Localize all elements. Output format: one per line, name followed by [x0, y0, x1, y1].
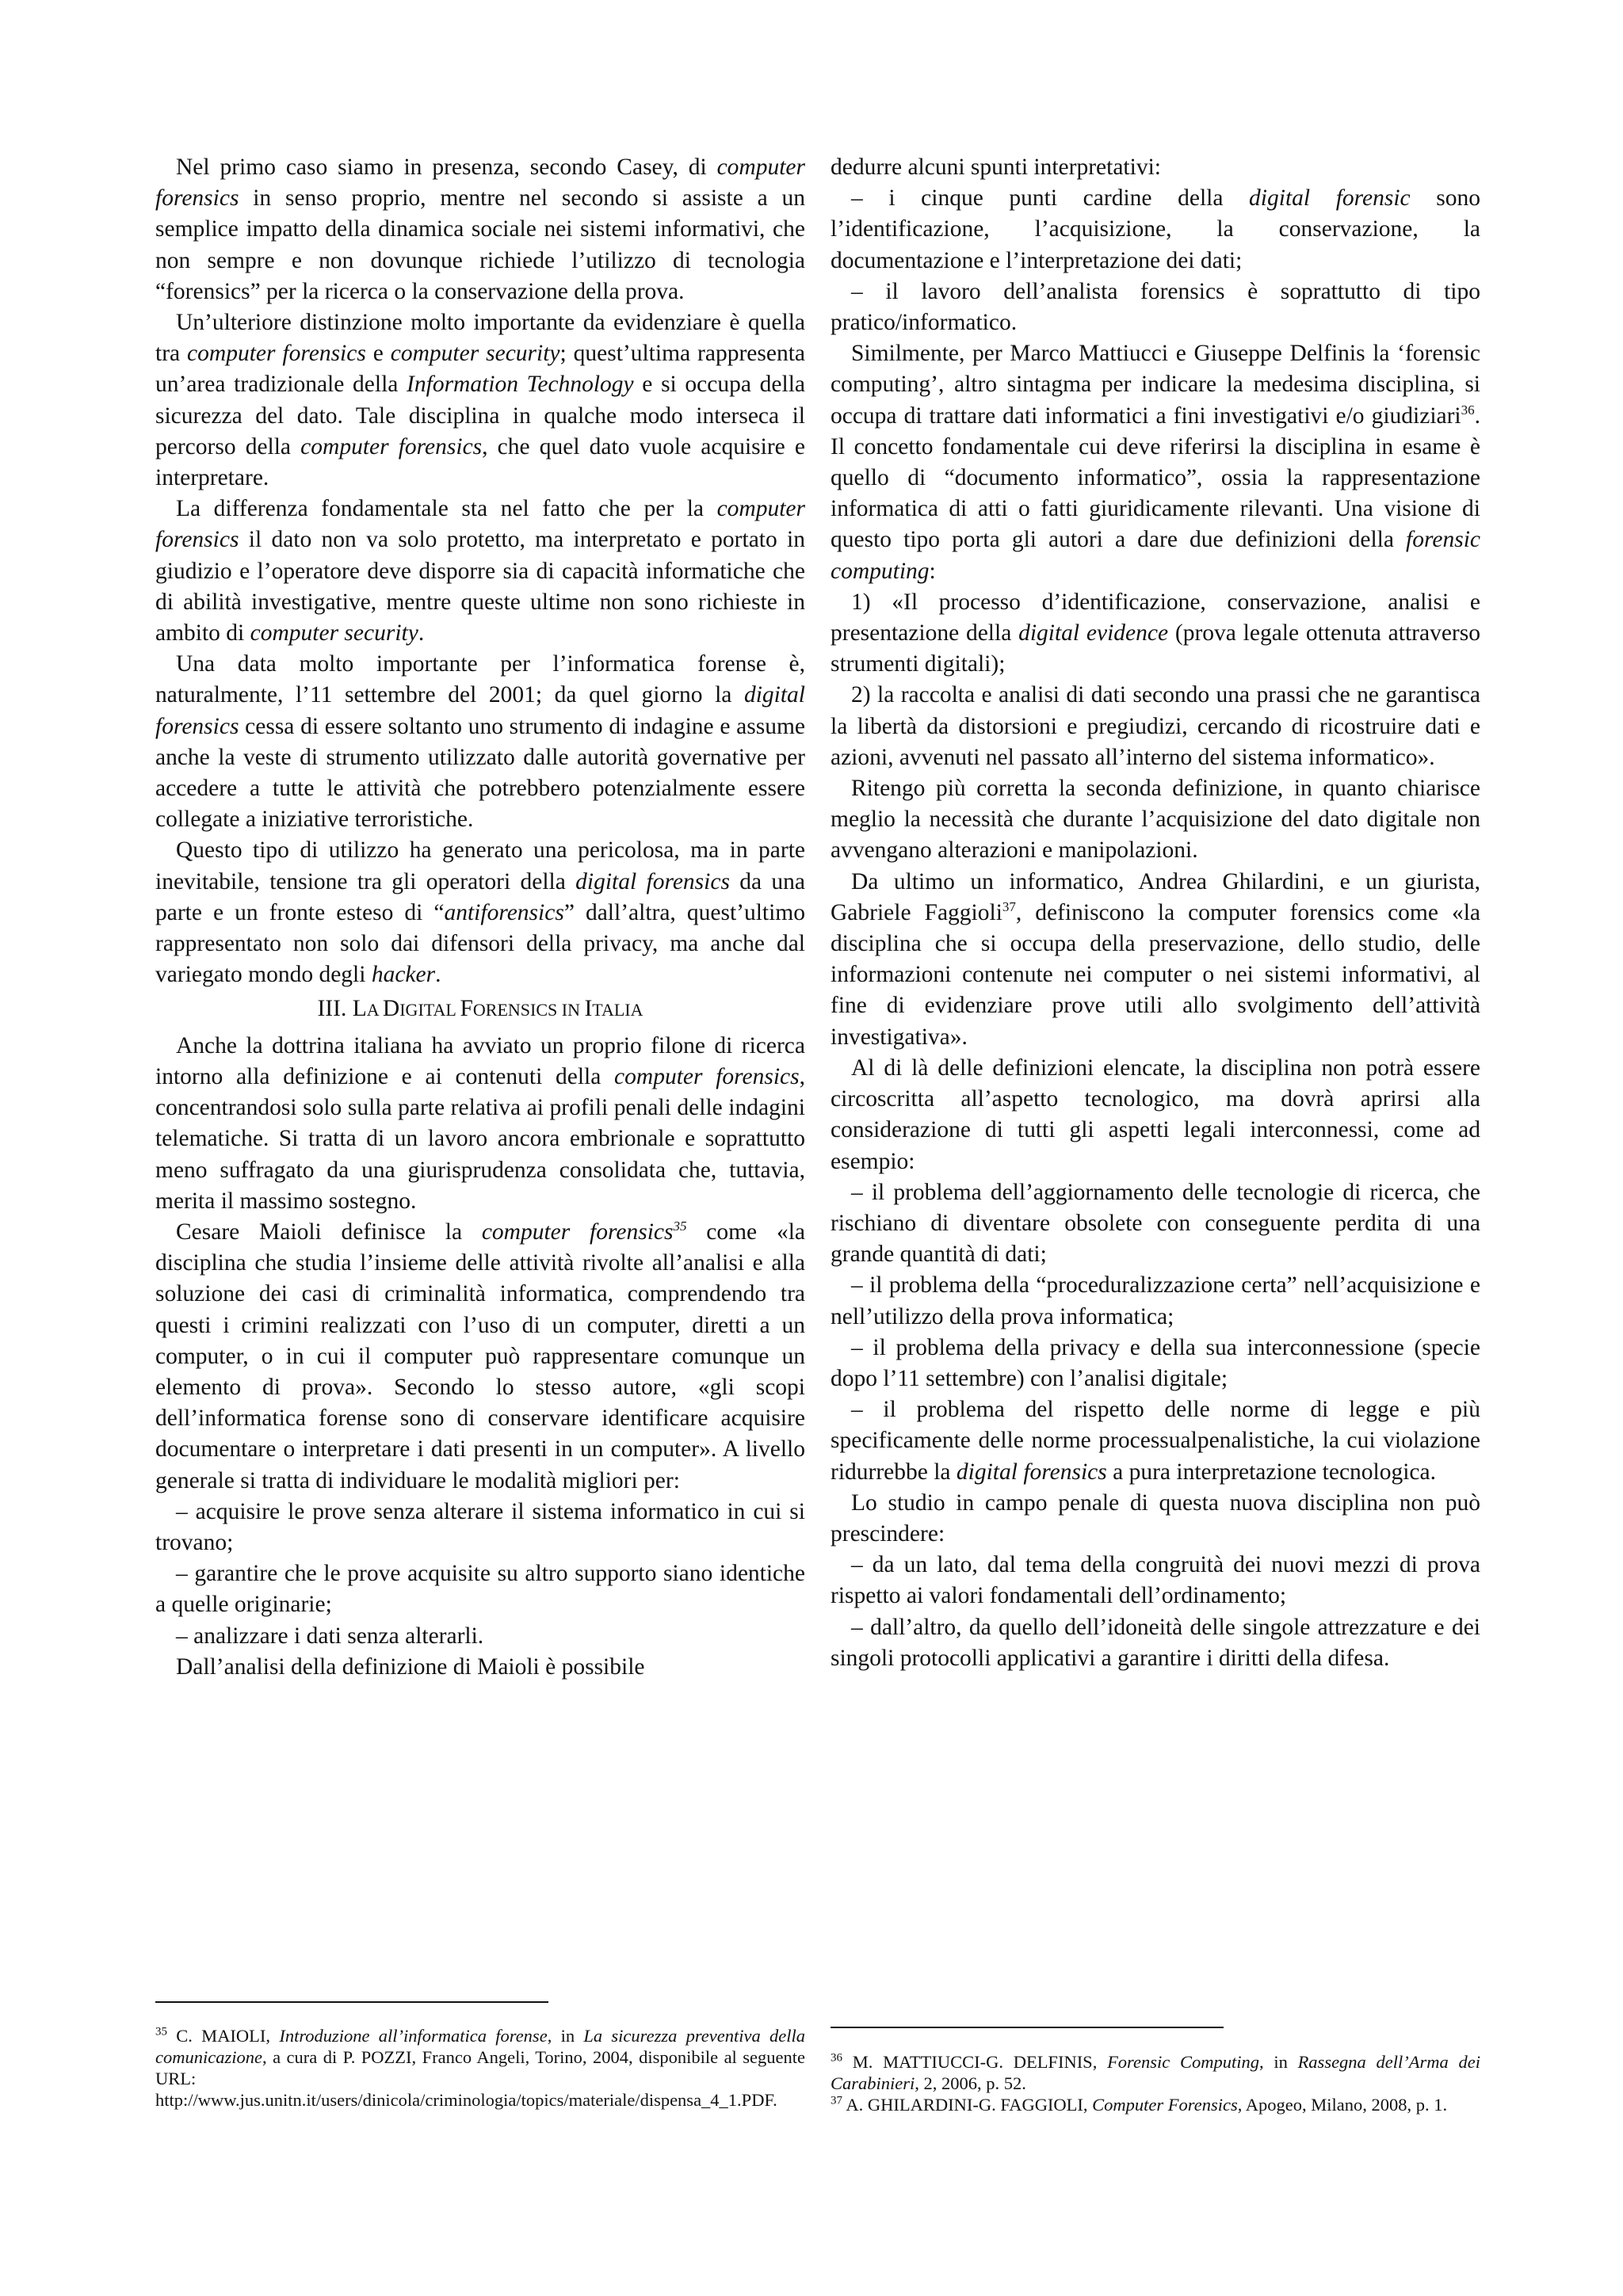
list-item: – dall’altro, da quello dell’idoneità delle singole attrezzature e dei singoli protocolli applicativi a garantire i diritti della difesa.	[831, 1614, 1480, 1671]
footnote-ref: 35	[673, 1219, 687, 1234]
paragraph: Similmente, per Marco Mattiucci e Giuseppe Delfinis la ‘forensic computing’, altro sintagma per indicare la medesima disciplina, si occupa di trattare dati informatici a fini investigativi e/o giudiziari$^{36}$. Il concetto fondamentale cui deve riferirsi la disciplina in esame è quello di “documento informatico”, ossia la rappresentazione informatica di atti o fatti giuridicamente rilevanti. Una visione di questo tipo porta gli autori a dare due definizioni della forensic computing:	[831, 341, 1480, 584]
footnotes-right	[831, 2051, 1480, 2115]
left-column	[155, 152, 805, 1683]
definition-item: 1) «Il processo d’identificazione, conservazione, analisi e presentazione della digital evidence (prova legale ottenuta attraverso strumenti digitali);	[831, 589, 1480, 677]
list-item: – il lavoro dell’analista forensics è soprattutto di tipo pratico/informatico.	[831, 278, 1480, 336]
paragraph: La differenza fondamentale sta nel fatto che per la computer forensics il dato non va solo protetto, ma interpretato e portato in giudizio e l’operatore deve disporre sia di capacità informatiche che di abilità investigative, mentre queste ultime non sono richieste in ambito di computer security.	[155, 496, 805, 646]
section-heading: III. LA DIGITAL FORENSICS IN ITALIA	[317, 996, 643, 1022]
list-item: – da un lato, dal tema della congruità dei nuovi mezzi di prova rispetto ai valori fondamentali dell’ordinamento;	[831, 1552, 1480, 1609]
definition-item: 2) la raccolta e analisi di dati secondo una prassi che ne garantisca la libertà da distorsioni e pregiudizi, cercando di ricostruire dati e azioni, avvenuti nel passato all’interno del sistema informatico».	[831, 682, 1480, 770]
list-item: – i cinque punti cardine della digital forensic sono l’identificazione, l’acquisizione, la conservazione, la documentazione e l’interpretazione dei dati;	[831, 185, 1481, 273]
footnotes-left	[155, 2025, 805, 2111]
footnote-36: $^{36}$ M. MATTIUCCI-G. DELFINIS, Forensic Computing, in Rassegna dell’Arma dei Carabinieri, 2, 2006, p. 52.	[831, 2051, 1480, 2093]
paragraph: Al di là delle definizioni elencate, la disciplina non potrà essere circoscritta all’aspetto tecnologico, ma dovrà aprirsi alla considerazione di tutti gli aspetti legali interconnessi, come ad esempio:	[831, 1055, 1480, 1174]
paragraph: Da ultimo un informatico, Andrea Ghilardini, e un giurista, Gabriele Faggioli$^{37}$, definiscono la computer forensics come «la disciplina che si occupa della preservazione, dello studio, delle informazioni contenute nei computer o nei sistemi informativi, al fine di evidenziare prove utili allo svolgimento dell’attività investigativa».	[831, 868, 1480, 1050]
footnote-rule-left	[155, 2001, 548, 2003]
paragraph: Un’ulteriore distinzione molto importante da evidenziare è quella tra computer forensics e computer security; quest’ultima rappresenta un’area tradizionale della Information Technology e si occupa della sicurezza del dato. Tale disciplina in qualche modo interseca il percorso della computer forensics, che quel dato vuole acquisire e interpretare.	[155, 310, 805, 491]
paragraph: Cesare Maioli definisce la computer forensics$^{35}$ come «la disciplina che studia l’insieme delle attività rivolte all’analisi e alla soluzione dei casi di criminalità informatica, comprendendo tra questi i crimini realizzati con l’uso di un computer, diretti a un computer, o in cui il computer può rappresentare comunque un elemento di prova». Secondo lo stesso autore, «gli scopi dell’informatica forense sono di conservare identificare acquisire documentare o interpretare i dati presenti in un computer». A livello generale si tratta di individuare le modalità migliori per:	[155, 1219, 805, 1493]
paragraph: Anche la dottrina italiana ha avviato un proprio filone di ricerca intorno alla definizione e ai contenuti della computer forensics, concentrandosi solo sulla parte relativa ai profili penali delle indagini telematiche. Si tratta di un lavoro ancora embrionale e soprattutto meno suffragato da una giurisprudenza consolidata che, tuttavia, merita il massimo sostegno.	[155, 1032, 805, 1214]
list-item: – il problema della “proceduralizzazione certa” nell’acquisizione e nell’utilizzo della prova informatica;	[831, 1272, 1480, 1329]
paragraph: dedurre alcuni spunti interpretativi:	[831, 154, 1161, 180]
paragraph: Dall’analisi della definizione di Maioli è possibile	[176, 1653, 645, 1680]
paragraph: Nel primo caso siamo in presenza, secondo Casey, di computer forensics in senso proprio, mentre nel secondo si assiste a un semplice impatto della dinamica sociale nei sistemi informativi, che non sempre e non dovunque richiede l’utilizzo di tecnologia “forensics” per la ricerca o la conservazione della prova.	[155, 154, 805, 304]
footnote-35: $^{35}$ C. MAIOLI, Introduzione all’informatica forense, in La sicurezza preventiva della comunicazione, a cura di P. POZZI, Franco Angeli, Torino, 2004, disponibile al seguente URL: http://www.jus.unitn.it/users/dinicola/criminologia/topics/materiale/dispensa_4_1.PDF.	[155, 2025, 805, 2110]
footnote-rule-right	[831, 2027, 1224, 2028]
right-column	[831, 152, 1480, 1674]
paragraph: Una data molto importante per l’informatica forense è, naturalmente, l’11 settembre del 2001; da quel giorno la digital forensics cessa di essere soltanto uno strumento di indagine e assume anche la veste di strumento utilizzato dalle autorità governative per accedere a tutte le attività che potrebbero potenzialmente essere collegate a iniziative terroristiche.	[155, 651, 805, 833]
paragraph: Lo studio in campo penale di questa nuova disciplina non può prescindere:	[831, 1489, 1480, 1547]
paragraph: Questo tipo di utilizzo ha generato una pericolosa, ma in parte inevitabile, tensione tra gli operatori della digital forensics da una parte e un fronte esteso di “antiforensics” dall’altra, quest’ultimo rappresentato non solo dai difensori della privacy, ma anche dal variegato mondo degli hacker.	[155, 837, 806, 988]
footnote-ref: 37	[1002, 899, 1016, 915]
footnote-ref: 36	[1461, 402, 1475, 418]
list-item: – garantire che le prove acquisite su altro supporto siano identiche a quelle originarie;	[155, 1561, 805, 1618]
paragraph: Ritengo più corretta la seconda definizione, in quanto chiarisce meglio la necessità che durante l’acquisizione del dato digitale non avvengano alterazioni e manipolazioni.	[831, 776, 1480, 864]
list-item: – il problema del rispetto delle norme di legge e più specificamente delle norme processualpenalistiche, la cui violazione ridurrebbe la digital forensics a pura interpretazione tecnologica.	[831, 1397, 1480, 1485]
list-item: – acquisire le prove senza alterare il sistema informatico in cui si trovano;	[155, 1498, 805, 1555]
list-item: – il problema della privacy e della sua interconnessione (specie dopo l’11 settembre) con l’analisi digitale;	[831, 1334, 1480, 1391]
list-item: – il problema dell’aggiornamento delle tecnologie di ricerca, che rischiano di diventare obsolete con conseguente perdita di una grande quantità di dati;	[831, 1179, 1480, 1268]
list-item: – analizzare i dati senza alterarli.	[176, 1623, 484, 1649]
footnote-37: $^{37}$ A. GHILARDINI-G. FAGGIOLI, Computer Forensics, Apogeo, Milano, 2008, p. 1.	[831, 2094, 1448, 2115]
